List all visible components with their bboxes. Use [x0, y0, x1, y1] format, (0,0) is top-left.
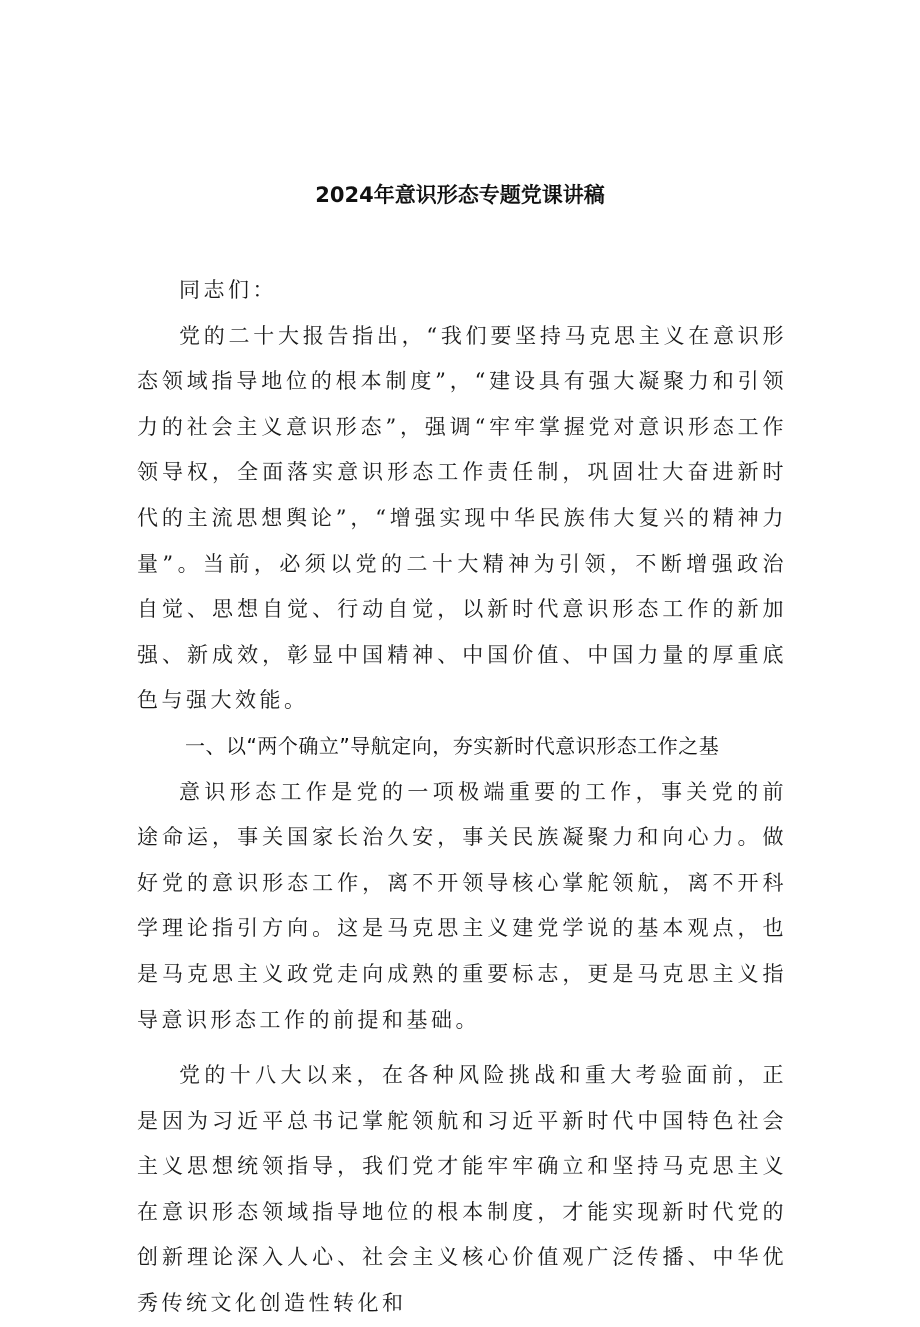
document-body [137, 268, 787, 1327]
salutation: 同志们： [179, 278, 277, 302]
paragraph-section-1-b: 党的十八大以来，在各种风险挑战和重大考验面前，正是因为习近平总书记掌舵领航和习近平新时代中国特色社会主义思想统领指导，我们党才能牢牢确立和坚持马克思主义在意识形态领域指导地位的根本制度，才能实现新时代党的创新理论深入人心、社会主义核心价值观广泛传播、中华优秀传统文化创造性转化和 [137, 1063, 787, 1316]
section-heading-1: 一、以“两个确立”导航定向，夯实新时代意识形态工作之基 [185, 733, 720, 758]
paragraph-section-1-a: 意识形态工作是党的一项极端重要的工作，事关党的前途命运，事关国家长治久安，事关民族凝聚力和向心力。做好党的意识形态工作，离不开领导核心掌舵领航，离不开科学理论指引方向。这是马克思主义建党学说的基本观点，也是马克思主义政党走向成熟的重要标志，更是马克思主义指导意识形态工作的前提和基础。 [137, 779, 787, 1032]
paragraph-intro: 党的二十大报告指出，“我们要坚持马克思主义在意识形态领域指导地位的根本制度”，“建设具有强大凝聚力和引领力的社会主义意识形态”，强调“牢牢掌握党对意识形态工作领导权，全面落实意识形态工作责任制，巩固壮大奋进新时代的主流思想舆论”，“增强实现中华民族伟大复兴的精神力量”。当前，必须以党的二十大精神为引领，不断增强政治自觉、思想自觉、行动自觉，以新时代意识形态工作的新加强、新成效，彰显中国精神、中国价值、中国力量的厚重底色与强大效能。 [137, 323, 787, 713]
document-title: 2024年意识形态专题党课讲稿 [315, 183, 605, 207]
